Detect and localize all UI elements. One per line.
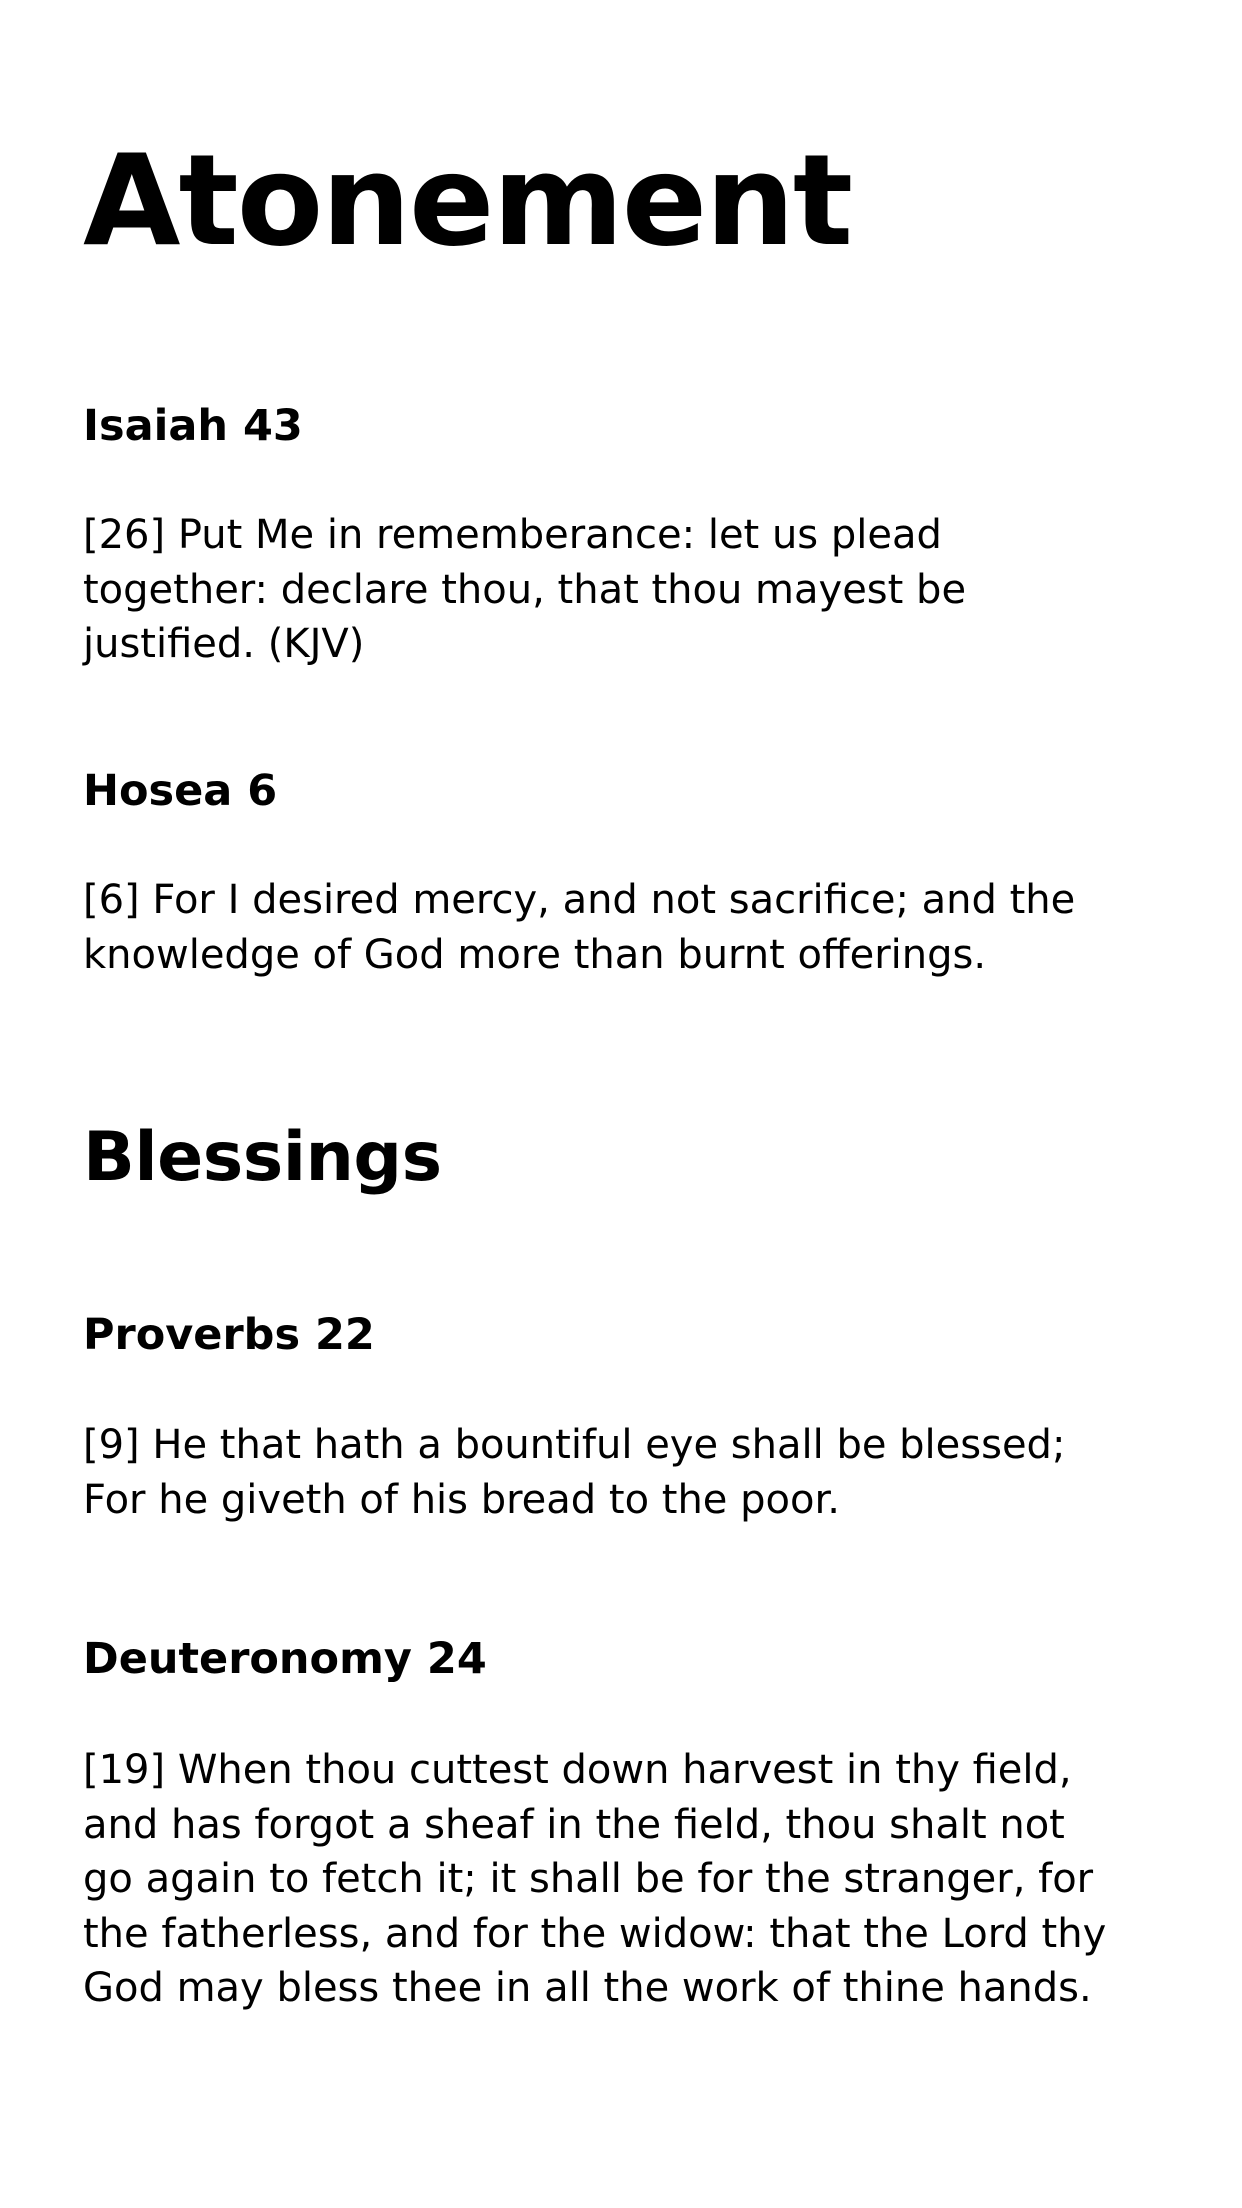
- section-title-blessings: Blessings: [83, 1118, 442, 1197]
- verse-line: God may bless thee in all the work of thine hands.: [83, 1965, 1092, 2011]
- verse-text-isaiah: [83, 508, 1193, 672]
- verse-line: go again to fetch it; it shall be for the stranger, for: [83, 1856, 1094, 1902]
- verse-reference-deuteronomy: Deuteronomy 24: [83, 1634, 487, 1684]
- verse-line: [26] Put Me in rememberance: let us plead: [83, 512, 942, 558]
- verse-line: justified. (KJV): [83, 621, 365, 667]
- verse-reference-hosea: Hosea 6: [83, 766, 278, 816]
- verse-line: [6] For I desired mercy, and not sacrifice; and the: [83, 877, 1076, 923]
- verse-line: knowledge of God more than burnt offerings.: [83, 931, 987, 978]
- verse-reference-isaiah: Isaiah 43: [83, 401, 303, 451]
- page-title: Atonement: [83, 127, 852, 274]
- verse-text-hosea: [83, 873, 1193, 982]
- verse-line: together: declare thou, that thou mayest be: [83, 566, 967, 613]
- verse-line: For he giveth of his bread to the poor.: [83, 1476, 840, 1523]
- verse-line: and has forgot a sheaf in the field, thou shalt not: [83, 1801, 1065, 1848]
- verse-line: [19] When thou cuttest down harvest in thy field,: [83, 1747, 1072, 1793]
- verse-reference-proverbs: Proverbs 22: [83, 1310, 375, 1360]
- verse-text-deuteronomy: [83, 1743, 1193, 2016]
- verse-line: [9] He that hath a bountiful eye shall be blessed;: [83, 1422, 1066, 1468]
- verse-line: the fatherless, and for the widow: that the Lord thy: [83, 1910, 1107, 1957]
- verse-text-proverbs: [83, 1418, 1193, 1527]
